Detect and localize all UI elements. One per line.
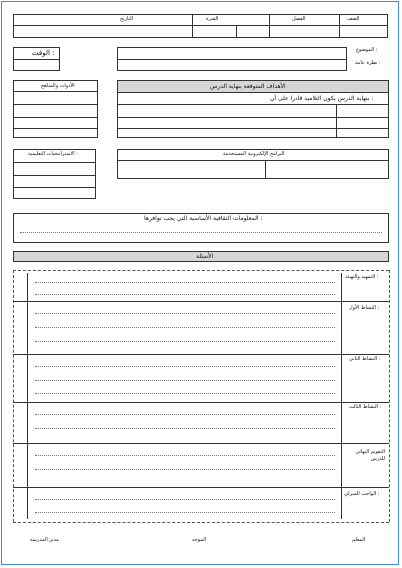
time-box [13,47,60,71]
writing-line [35,455,335,456]
writing-line [35,428,335,429]
header-row-divider [14,25,387,26]
time-label: الوقت : [32,49,55,57]
period-label: الفترة [206,16,219,22]
strategies-line [14,162,95,163]
tools-line [14,128,97,129]
stage-label-intro: التمهيد والتهيئة : [345,274,379,280]
time-row-divider [14,59,59,60]
eprograms-box [117,149,389,179]
writing-line [35,414,335,415]
tools-line [14,104,97,105]
writing-line [35,294,335,295]
stage-label-homework: الواجب المنزلي : [344,491,380,497]
stages-frame-bottom [13,522,389,523]
writing-line [35,282,335,283]
prior-knowledge-dotted-line [20,232,382,233]
stages-column-line [341,273,342,519]
eprograms-title: البرامج الإلكترونية المستخدمة [223,151,285,157]
section-label: الفصل [292,16,306,22]
footer-principal: مدير المدرسة [30,537,59,543]
stage-label-activity-3: النشاط الثالث : [349,404,382,410]
tools-line [14,91,97,92]
stage-separator [13,354,389,355]
stage-separator [13,402,389,403]
prior-knowledge-box [13,213,389,243]
writing-line [35,380,335,381]
objectives-title: الأهداف المتوقعة بنهاية الدرس [210,83,286,90]
writing-line [35,313,335,314]
stage-label-activity-1: النشاط الأول : [349,305,380,311]
eprograms-line [118,160,388,161]
writing-line [35,327,335,328]
overview-label: نظرة عامة : [355,60,381,66]
writing-line [35,469,335,470]
stages-frame-top [13,270,389,271]
strategies-title: الاستراتيجيات التعليمية : [28,151,78,157]
header-table [13,14,388,38]
stage-separator [13,487,389,488]
writing-line [35,499,335,500]
date-label: التاريخ [120,16,133,22]
header-col-divider [269,15,270,37]
writing-line [35,341,335,342]
stage-label-evaluation: التقويم النهائي للدرس [355,449,385,462]
questions-header [13,251,389,262]
stage-separator [13,443,389,444]
tools-title: الأدوات والمناهج [41,83,75,89]
header-col-divider [339,15,340,37]
tools-line [14,117,97,118]
footer-supervisor: الموجه [192,537,207,543]
objectives-line [118,104,388,105]
writing-line [35,366,335,367]
objectives-line [118,128,388,129]
prior-knowledge-title: المعلومات الثقافية الأساسية التي يجب توافرها : [144,215,263,222]
writing-line [35,512,335,513]
strategies-box [13,149,96,199]
eprograms-col-divider [265,160,266,179]
objectives-line [118,117,388,118]
stage-label-activity-2: النشاط الثاني : [349,356,381,362]
objectives-box [117,80,389,138]
stage-separator [13,301,389,302]
stages-frame-right [389,270,390,522]
header-col-divider [236,25,237,38]
tools-box [13,80,98,138]
questions-title: الأسئلة [196,253,214,260]
stages-frame-left [13,270,14,522]
topic-row-divider [118,59,346,60]
objectives-lead: بنهاية الدرس يكون التلاميذ قادرا على أن : [270,95,374,102]
objectives-col-divider [336,104,337,138]
stages-column-line [27,273,28,519]
strategies-line [14,175,95,176]
header-col-divider [192,15,193,37]
topic-label: الموضوع : [356,47,378,53]
writing-line [35,393,335,394]
grade-label: الصف [347,16,360,22]
topic-box [117,47,347,71]
footer-teacher: المعلم [352,537,366,543]
strategies-line [14,187,95,188]
